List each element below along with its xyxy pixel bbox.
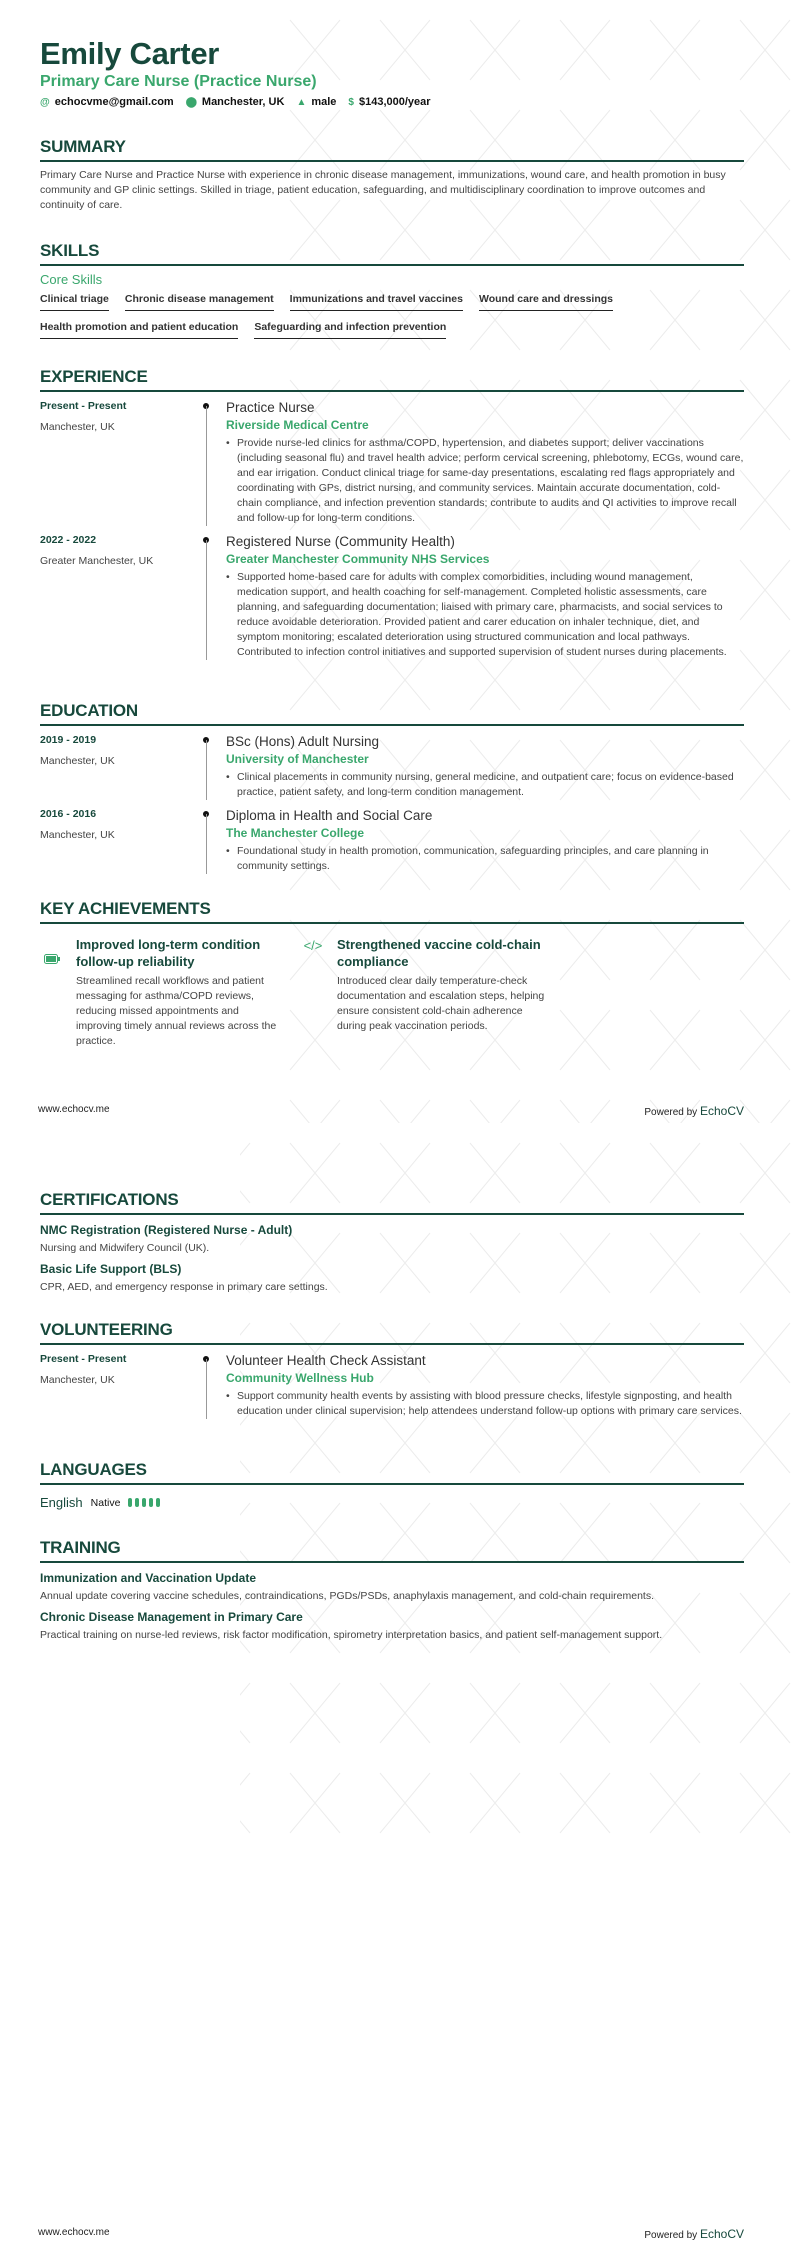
volunteering-section	[40, 1320, 744, 1419]
volunteering-entry	[40, 1353, 744, 1419]
achievement-item	[301, 936, 546, 1049]
entry-degree: Diploma in Health and Social Care	[226, 808, 433, 823]
timeline-line	[206, 740, 207, 800]
salary-text: $143,000/year	[358, 96, 431, 108]
timeline	[206, 1353, 226, 1419]
timeline-line	[206, 814, 207, 874]
page-footer	[38, 2227, 744, 2241]
achievement-title: Improved long-term condition follow-up reliability	[76, 937, 261, 969]
skill-group-title: Core Skills	[40, 272, 103, 287]
footer-powered-by	[644, 2227, 744, 2241]
entry-bullet: • Support community health events by assisting with blood pressure checks, lifestyle signposting, and health education under clinical supervision; help attendees understand follow-up options with primary care services.	[226, 1389, 744, 1419]
timeline	[206, 808, 226, 874]
education-entry	[40, 734, 744, 800]
entry-organization: Greater Manchester Community NHS Services	[226, 552, 490, 566]
timeline-line	[206, 406, 207, 526]
job-title: Primary Care Nurse (Practice Nurse)	[40, 73, 317, 90]
skill-tag: Health promotion and patient education	[40, 317, 238, 339]
skill-tag: Wound care and dressings	[479, 289, 613, 311]
contact-email[interactable]	[40, 96, 174, 108]
language-name: English	[40, 1495, 83, 1510]
entry-role: Volunteer Health Check Assistant	[226, 1353, 426, 1368]
section-heading: EDUCATION	[40, 701, 744, 726]
section-heading: SUMMARY	[40, 137, 744, 162]
timeline	[206, 534, 226, 660]
section-heading: VOLUNTEERING	[40, 1320, 744, 1345]
resume-page-2	[0, 1123, 794, 2246]
section-heading: SKILLS	[40, 241, 744, 266]
summary-section	[40, 137, 744, 213]
entry-date: 2016 - 2016	[40, 808, 97, 820]
languages-section	[40, 1460, 744, 1510]
entry-location: Manchester, UK	[40, 421, 115, 433]
rating-pip	[156, 1498, 160, 1507]
experience-entry	[40, 534, 744, 660]
training-title: Immunization and Vaccination Update	[40, 1571, 257, 1585]
certification-title: NMC Registration (Registered Nurse - Adult)	[40, 1223, 293, 1237]
certification-title: Basic Life Support (BLS)	[40, 1262, 182, 1276]
timeline-line	[206, 1359, 207, 1419]
experience-section	[40, 367, 744, 660]
certification-description: Nursing and Midwifery Council (UK).	[40, 1242, 210, 1254]
timeline	[206, 734, 226, 800]
timeline-line	[206, 540, 207, 660]
entry-location: Greater Manchester, UK	[40, 555, 154, 567]
skill-tag: Safeguarding and infection prevention	[254, 317, 446, 339]
entry-organization: Riverside Medical Centre	[226, 418, 369, 432]
page-footer	[38, 1104, 744, 1118]
entry-bullet: • Provide nurse-led clinics for asthma/COPD, hypertension, and diabetes support; deliver vaccinations (including seasonal flu) and travel health advice; perform cervical screening, phlebotomy, ECGs, wound care, and ear irrigation. Conduct clinical triage for same-day presentations, escalating red flags appropriately and coordinating with GPs, district nursing, and community services. Maintain accurate documentation, cold-chain compliance, and infection prevention standards; contribute to audits and QI activities to improve recall and follow-up for long-term conditions.	[226, 436, 744, 526]
section-heading: CERTIFICATIONS	[40, 1190, 744, 1215]
entry-location: Manchester, UK	[40, 829, 115, 841]
section-heading: KEY ACHIEVEMENTS	[40, 899, 744, 924]
achievement-item	[40, 936, 285, 1049]
rating-pip	[142, 1498, 146, 1507]
section-heading: LANGUAGES	[40, 1460, 744, 1485]
language-rating	[128, 1498, 160, 1507]
skill-tag: Chronic disease management	[125, 289, 274, 311]
education-section	[40, 701, 744, 874]
footer-website-link[interactable]: www.echocv.me	[38, 2227, 110, 2238]
experience-entry	[40, 400, 744, 526]
achievement-text: Introduced clear daily temperature-check documentation and escalation steps, helping ensure consistent cold-chain adherence during peak vaccination periods.	[337, 975, 545, 1032]
skill-tag: Immunizations and travel vaccines	[290, 289, 463, 311]
summary-text: Primary Care Nurse and Practice Nurse with experience in chronic disease management, immunizations, wound care, and health promotion in busy community and GP clinic settings. Skilled in triage, patient education, safeguarding, and multidisciplinary coordination to improve outcomes and continuity of care.	[40, 169, 726, 211]
entry-date: Present - Present	[40, 1353, 127, 1365]
powered-by-text: Powered by	[644, 2230, 698, 2241]
training-section	[40, 1538, 744, 1641]
gender-text: male	[311, 96, 337, 108]
email-text: echocvme@gmail.com	[54, 96, 174, 108]
entry-date: 2019 - 2019	[40, 734, 97, 746]
entry-location: Manchester, UK	[40, 1374, 115, 1386]
entry-bullet: • Foundational study in health promotion, communication, safeguarding principles, and care planning in community settings.	[226, 844, 744, 874]
language-item	[40, 1495, 744, 1510]
rating-pip	[128, 1498, 132, 1507]
entry-date: Present - Present	[40, 400, 127, 412]
education-entry	[40, 808, 744, 874]
entry-institution: University of Manchester	[226, 752, 369, 766]
section-heading: EXPERIENCE	[40, 367, 744, 392]
certifications-section	[40, 1190, 744, 1293]
section-heading: TRAINING	[40, 1538, 744, 1563]
entry-date: 2022 - 2022	[40, 534, 97, 546]
language-level: Native	[90, 1496, 121, 1509]
location-pin-icon: ⬤	[185, 96, 197, 108]
skills-section	[40, 241, 744, 345]
at-icon: @	[40, 96, 50, 108]
timeline	[206, 400, 226, 526]
entry-institution: The Manchester College	[226, 826, 365, 840]
contact-info	[40, 96, 431, 108]
skill-tags	[40, 289, 744, 345]
candidate-name: Emily Carter	[40, 36, 220, 71]
powered-by-text: Powered by	[644, 1107, 698, 1118]
footer-website-link[interactable]: www.echocv.me	[38, 1104, 110, 1115]
training-description: Annual update covering vaccine schedules, contraindications, PGDs/PSDs, anaphylaxis management, and cold-chain requirements.	[40, 1590, 655, 1602]
footer-powered-by	[644, 1104, 744, 1118]
achievements-section	[40, 899, 744, 1049]
rating-pip	[135, 1498, 139, 1507]
battery-icon	[40, 936, 64, 1049]
certification-description: CPR, AED, and emergency response in primary care settings.	[40, 1281, 328, 1293]
brand-logo: EchoCV	[699, 2227, 744, 2241]
code-icon: </>	[303, 938, 323, 953]
contact-salary	[348, 96, 430, 108]
achievement-text: Streamlined recall workflows and patient messaging for asthma/COPD reviews, reducing missed appointments and improving timely annual reviews across the practice.	[76, 975, 277, 1047]
entry-location: Manchester, UK	[40, 755, 115, 767]
rating-pip	[149, 1498, 153, 1507]
entry-role: Practice Nurse	[226, 400, 315, 415]
contact-gender	[296, 96, 336, 108]
entry-role: Registered Nurse (Community Health)	[226, 534, 455, 549]
person-icon: ▲	[296, 96, 307, 108]
entry-organization: Community Wellness Hub	[226, 1371, 374, 1385]
skill-tag: Clinical triage	[40, 289, 109, 311]
achievement-title: Strengthened vaccine cold-chain compliance	[337, 937, 541, 969]
training-title: Chronic Disease Management in Primary Care	[40, 1610, 303, 1624]
brand-logo: EchoCV	[699, 1104, 744, 1118]
entry-bullet: • Supported home-based care for adults with complex comorbidities, including wound management, medication support, and health coaching for self-management. Completed holistic assessments, care planning, and safeguarding documentation; liaised with primary care, pharmacists, and social services to reduce avoidable deterioration. Provided patient and carer education on inhaler technique, diet, and symptom monitoring; escalated deterioration using structured communication and local pathways. Contributed to infection control initiatives and supported supervision of student nurses during placements.	[226, 570, 744, 660]
training-description: Practical training on nurse-led reviews, risk factor modification, spirometry interpretation basics, and patient self-management support.	[40, 1629, 663, 1641]
contact-location	[186, 96, 285, 108]
entry-bullet: • Clinical placements in community nursing, general medicine, and outpatient care; focus on evidence-based practice, patient safety, and long-term condition management.	[226, 770, 744, 800]
entry-degree: BSc (Hons) Adult Nursing	[226, 734, 380, 749]
location-text: Manchester, UK	[201, 96, 285, 108]
dollar-icon: $	[348, 96, 354, 108]
